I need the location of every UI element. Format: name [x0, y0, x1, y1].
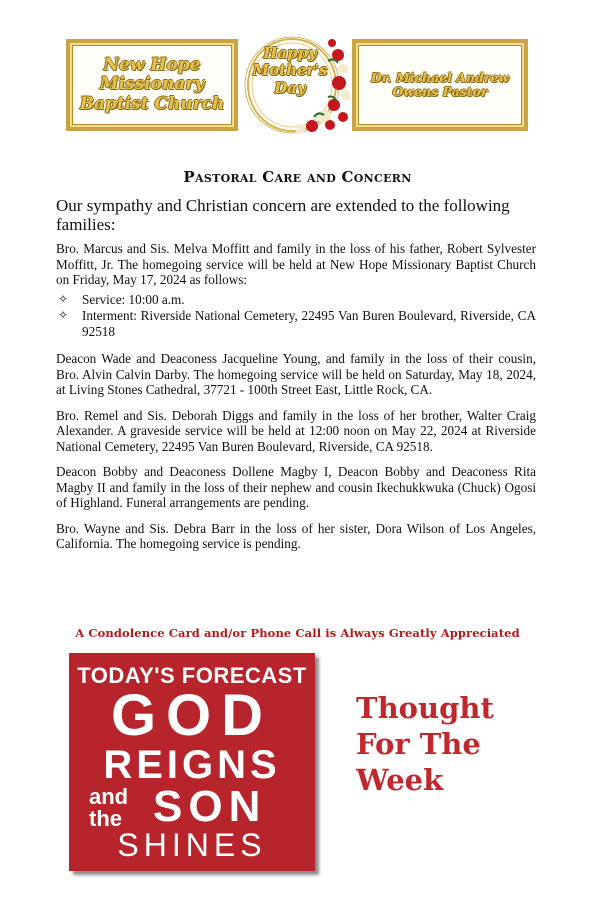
thought-line-3: Week — [356, 763, 444, 797]
church-name-plaque — [66, 39, 238, 131]
forecast-the: the — [89, 806, 122, 831]
thought-line-2: For The — [356, 727, 481, 761]
interment-item — [56, 308, 536, 339]
star-bullet-icon: ✧ — [58, 291, 69, 306]
notice-diggs: Bro. Remel and Sis. Deborah Diggs and family in the loss of her brother, Walter Craig Alexander. A graveside service will be held at 12:00 noon on May 22, 2024 at Riverside National Cemetery, 22495 Van Buren Boulevard, Riverside, CA 92518. — [56, 407, 536, 454]
service-time: Service: 10:00 a.m. — [82, 291, 185, 307]
forecast-god: GOD — [110, 683, 274, 748]
thought-for-the-week — [356, 690, 556, 798]
appreciation-note: A Condolence Card and/or Phone Call is Always Greatly Appreciated — [75, 626, 520, 640]
star-bullet-icon: ✧ — [58, 308, 69, 322]
mothers-day-wreath — [242, 35, 350, 135]
forecast-son: SON — [153, 782, 267, 831]
header-banner — [66, 35, 528, 135]
pastor-plaque — [352, 39, 528, 131]
notice-barr: Bro. Wayne and Sis. Debra Barr in the loss of her sister, Dora Wilson of Los Angeles, California. The homegoing service is pending. — [56, 520, 536, 551]
notice-magby: Deacon Bobby and Deaconess Dollene Magby I, Deacon Bobby and Deaconess Rita Magby II and family in the loss of their nephew and cousin Ikechukkwuka (Chuck) Ogosi of Highland. Funeral arrangements are pending. — [56, 464, 536, 510]
thought-line-1: Thought — [356, 691, 494, 725]
notice-young: Deacon Wade and Deaconess Jacqueline Young, and family in the loss of their cousin, Bro. Alvin Calvin Darby. The homegoing service will be held on Saturday, May 18, 2024, at Living Stones Cathedral, 37721 - 100th Street East, Little Rock, CA. — [56, 351, 536, 397]
service-details-list — [56, 292, 536, 340]
pastor-name: Dr. Michael Andrew Owens Pastor — [370, 70, 510, 99]
notices-body — [56, 241, 536, 562]
forecast-shines: SHINES — [117, 827, 267, 863]
notice-moffitt: Bro. Marcus and Sis. Melva Moffitt and family in the loss of his father, Robert Sylvester Moffitt, Jr. The homegoing service will be held at New Hope Missionary Baptist Church on Friday, May 17, 2024 as follows: — [56, 241, 536, 287]
forecast-graphic — [69, 653, 315, 871]
section-title: Pastoral Care and Concern — [183, 168, 412, 186]
interment-details: Interment: Riverside National Cemetery, 22495 Van Buren Boulevard, Riverside, CA 92518 — [82, 308, 536, 339]
service-time-item — [56, 292, 536, 308]
intro-text: Our sympathy and Christian concern are extended to the following families: — [56, 196, 510, 234]
forecast-reigns: REIGNS — [103, 743, 281, 787]
church-name: New Hope Missionary Baptist Church — [79, 55, 225, 114]
forecast-heading: TODAY'S FORECAST — [77, 663, 307, 688]
forecast-and: and — [89, 784, 129, 809]
mothers-day-text: Happy Mother's Day — [252, 44, 328, 97]
